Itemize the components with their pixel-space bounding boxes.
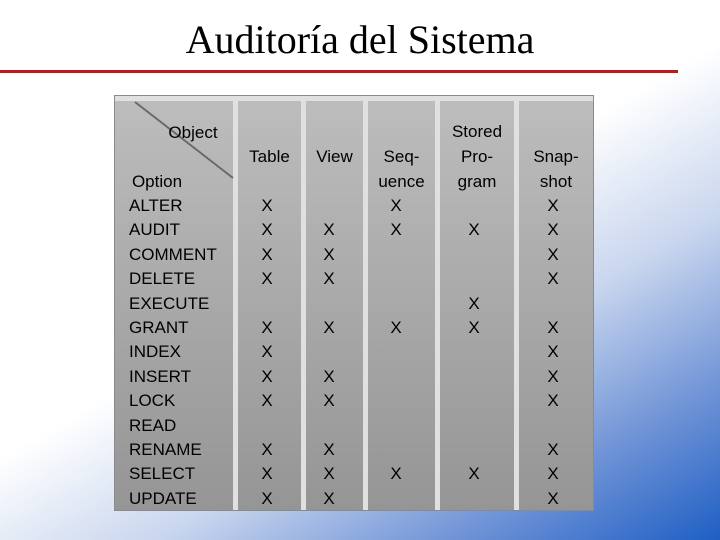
option-label: READ [129,415,177,435]
mark-snapshot: X [547,488,559,508]
table-row [115,194,595,218]
mark-table: X [261,244,273,264]
mark-table: X [261,366,273,386]
option-label: INDEX [129,342,181,362]
column-header-snapshot: Snap- shot [533,147,579,191]
mark-view: X [323,439,335,459]
mark-snapshot: X [547,244,559,264]
mark-stored_program: X [468,220,480,240]
column-header-table: Table [249,147,290,166]
mark-sequence: X [390,220,402,240]
option-label: RENAME [129,439,202,459]
mark-table: X [261,464,273,484]
mark-snapshot: X [547,220,559,240]
column-header-sequence: Seq- uence [378,147,425,191]
mark-table: X [261,220,273,240]
option-label: ALTER [129,196,183,215]
table-body [115,194,595,511]
option-label: EXECUTE [129,293,210,313]
table-row [115,243,595,267]
mark-snapshot: X [547,317,559,337]
mark-table: X [261,196,273,215]
mark-view: X [323,244,335,264]
mark-snapshot: X [547,439,559,459]
table-row [115,462,595,486]
option-label: LOCK [129,391,176,411]
option-label: INSERT [129,366,192,386]
table-row [115,438,595,462]
mark-snapshot: X [547,342,559,362]
option-label: COMMENT [129,244,217,264]
option-label: DELETE [129,269,196,289]
table-row [115,487,595,511]
mark-snapshot: X [547,391,559,411]
option-label: AUDIT [129,220,180,240]
option-label: UPDATE [129,488,197,508]
table-row [115,267,595,291]
mark-sequence: X [390,196,402,215]
mark-sequence: X [390,317,402,337]
mark-table: X [261,317,273,337]
mark-table: X [261,391,273,411]
table-row [115,414,595,438]
title-underline [0,70,678,73]
column-header-stored-program: Stored Pro- gram [451,122,503,191]
slide-title: Auditoría del Sistema [185,17,535,62]
mark-view: X [323,220,335,240]
mark-snapshot: X [547,366,559,386]
corner-label-option: Option [131,172,183,191]
table-row [115,340,595,364]
table-row [115,218,595,242]
column-header-view: View [316,147,353,166]
option-label: GRANT [129,317,189,337]
mark-snapshot: X [547,196,559,215]
mark-snapshot: X [547,464,559,484]
table-row [115,389,595,413]
mark-view: X [323,317,335,337]
mark-table: X [261,342,273,362]
mark-table: X [261,439,273,459]
table-row [115,292,595,316]
table-row [115,316,595,340]
mark-view: X [323,464,335,484]
mark-table: X [261,488,273,508]
mark-view: X [323,269,335,289]
option-label: SELECT [129,464,196,484]
mark-view: X [323,366,335,386]
mark-view: X [323,391,335,411]
table-row [115,365,595,389]
corner-label-object: Object [168,123,218,142]
mark-view: X [323,488,335,508]
mark-stored_program: X [468,464,480,484]
mark-table: X [261,269,273,289]
mark-stored_program: X [468,317,480,337]
mark-stored_program: X [468,293,480,313]
audit-options-table [114,95,594,511]
mark-snapshot: X [547,269,559,289]
mark-sequence: X [390,464,402,484]
